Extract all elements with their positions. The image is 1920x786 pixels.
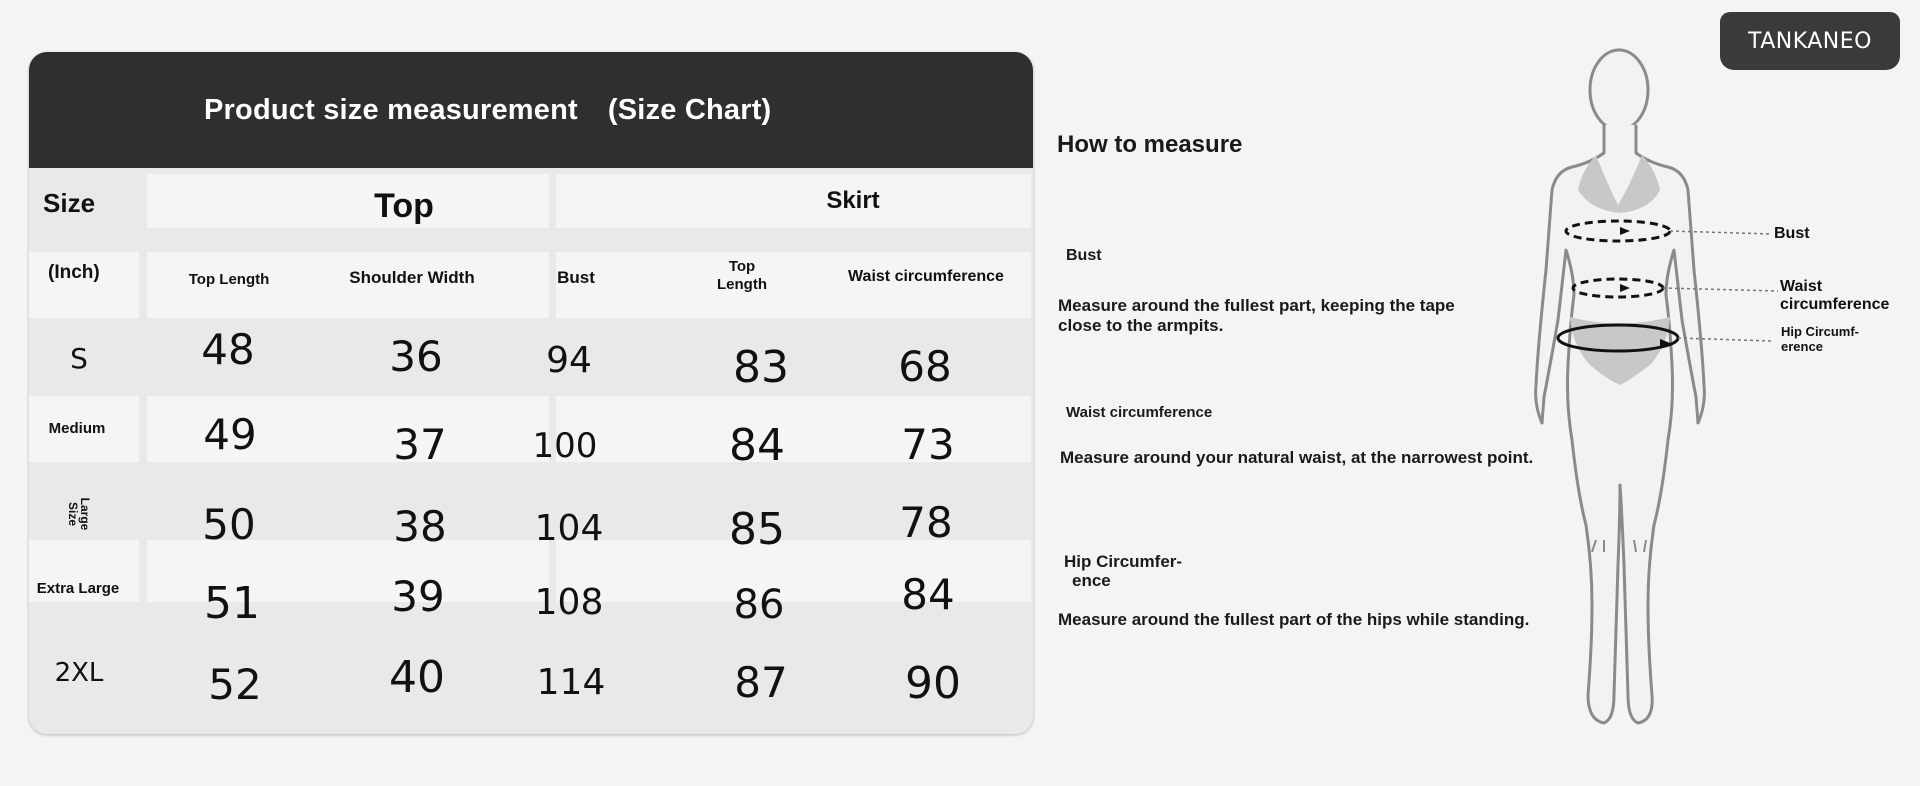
cell-waist: 68 (898, 342, 952, 391)
size-label-large: Large Size (66, 497, 92, 531)
bust-instructions-line2: close to the armpits. (1058, 316, 1224, 335)
figure-hip-label-line1: Hip Circumf- (1781, 324, 1859, 339)
bust-instructions-line1: Measure around the fullest part, keeping the tape (1058, 296, 1455, 315)
cell-top-length: 51 (204, 578, 260, 629)
how-to-measure-title: How to measure (1057, 131, 1243, 158)
col-top-length: Top Length (188, 271, 270, 288)
top-group-header: Top (374, 187, 434, 225)
size-column-header: Size (43, 188, 96, 218)
waist-instructions: Measure around your natural waist, at the narrowest point. (1060, 448, 1534, 467)
waist-title: Waist circumference (1066, 404, 1213, 421)
skirt-cell-bg (556, 540, 1031, 602)
col-bust: Bust (557, 268, 595, 287)
cell-shoulder-width: 40 (389, 652, 445, 703)
hip-title-line2: ence (1072, 571, 1111, 590)
cell-skirt-length: 84 (729, 420, 785, 471)
cell-waist: 90 (905, 658, 961, 709)
skirt-group-header: Skirt (826, 187, 880, 214)
cell-bust: 104 (534, 508, 604, 549)
hip-instructions: Measure around the fullest part of the hips while standing. (1058, 610, 1530, 629)
top-header-cell (147, 174, 549, 228)
head-shape (1590, 50, 1648, 130)
figure-hip-label (1781, 324, 1859, 354)
cell-top-length: 50 (202, 500, 256, 549)
torso-shape (1536, 125, 1705, 723)
size-label-extra-large: Extra Large (36, 580, 120, 597)
col-skirt-length-line2: Length (717, 276, 767, 293)
figure-waist-label-line2: circumference (1780, 296, 1890, 313)
unit-label: (Inch) (48, 262, 100, 283)
col-waist: Waist circumference (848, 268, 1004, 285)
figure-hip-label-line2: erence (1781, 339, 1823, 354)
skirt-header-cell (556, 174, 1031, 228)
cell-shoulder-width: 36 (389, 332, 443, 381)
bust-instructions (1058, 296, 1455, 336)
cell-skirt-length: 85 (729, 504, 785, 555)
cell-shoulder-width: 37 (393, 420, 447, 469)
col-shoulder-width: Shoulder Width (349, 268, 475, 287)
cell-shoulder-width: 38 (393, 502, 447, 551)
size-chart-title-suffix: (Size Chart) (607, 94, 772, 126)
size-chart-card (29, 52, 1033, 734)
cell-bust: 100 (532, 426, 598, 466)
body-figure (1500, 45, 1900, 745)
cell-bust: 114 (536, 662, 606, 703)
size-label-2xl: 2XL (54, 658, 104, 688)
size-label-s: S (70, 342, 88, 375)
cell-waist: 78 (899, 498, 953, 547)
cell-bust: 94 (546, 340, 592, 381)
cell-waist: 84 (901, 570, 955, 619)
figure-waist-label-line1: Waist (1780, 278, 1823, 295)
skirt-cell-bg (556, 396, 1031, 462)
figure-waist-label (1780, 278, 1889, 314)
size-label-medium: Medium (48, 420, 106, 437)
figure-bust-label: Bust (1774, 225, 1810, 242)
cell-shoulder-width: 39 (391, 572, 445, 621)
cell-bust: 108 (534, 582, 604, 623)
col-skirt-length (717, 258, 767, 294)
hip-title-line1: Hip Circumfer- (1064, 552, 1183, 571)
size-chart-title (204, 94, 771, 127)
brand-name: TANKANEO (1747, 28, 1872, 54)
size-chart-title-text: Product size measurement (204, 94, 578, 126)
cell-top-length: 52 (208, 660, 262, 709)
cell-waist: 73 (901, 420, 955, 469)
cell-skirt-length: 87 (734, 658, 788, 707)
body-outline-illustration (1500, 45, 1900, 745)
cell-top-length: 49 (203, 410, 257, 459)
cell-skirt-length: 83 (733, 342, 789, 393)
bust-title: Bust (1066, 247, 1102, 264)
size-chart-header (29, 52, 1033, 168)
hip-title (1064, 552, 1182, 590)
cell-top-length: 48 (201, 325, 255, 374)
cell-skirt-length: 86 (733, 582, 785, 628)
col-skirt-length-line1: Top (728, 258, 756, 275)
